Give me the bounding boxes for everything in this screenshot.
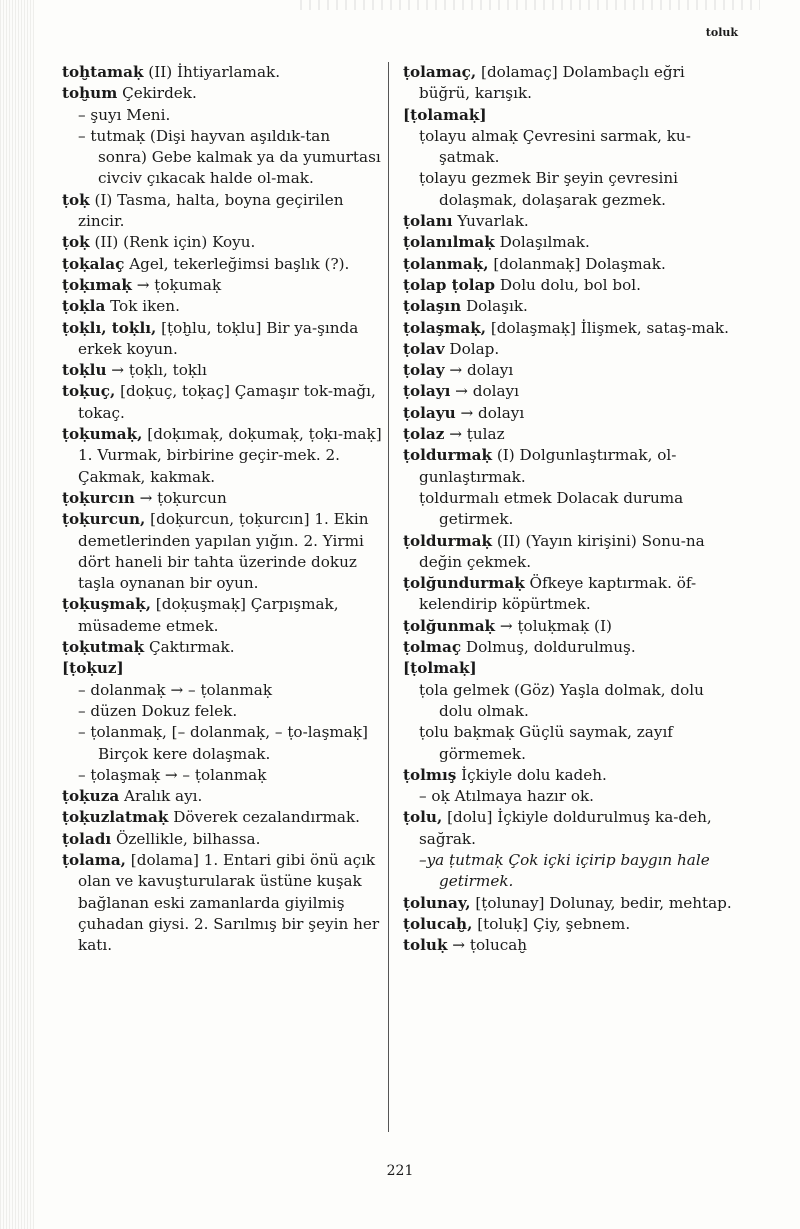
definition: – tutmaḳ (Dişi hayvan aşıldık-tan sonra) Gebe kalmak ya da yumurtası civciv çıkacak halde ol-mak. bbox=[78, 126, 381, 188]
definition: ṭolu baḳmaḳ Güçlü saymak, zayıf görmemek. bbox=[419, 723, 673, 763]
dictionary-entry bbox=[62, 126, 382, 190]
headword: ṭolaz bbox=[403, 425, 445, 444]
dictionary-entry bbox=[403, 62, 737, 105]
definition: (II) İhtiyarlamak. bbox=[143, 63, 281, 81]
left-column bbox=[62, 62, 382, 956]
dictionary-entry bbox=[62, 296, 382, 317]
dictionary-entry bbox=[403, 381, 737, 402]
dictionary-entry bbox=[62, 360, 382, 381]
dictionary-entry bbox=[403, 232, 737, 253]
dictionary-entry bbox=[403, 488, 737, 531]
definition: [dolaşmaḳ] İlişmek, sataş-mak. bbox=[486, 318, 729, 337]
dictionary-entry bbox=[403, 680, 737, 723]
dictionary-entry bbox=[403, 935, 737, 956]
definition: – düzen Dokuz felek. bbox=[78, 701, 238, 720]
definition: Çekirdek. bbox=[117, 84, 197, 103]
dictionary-entry bbox=[62, 765, 382, 786]
definition: Agel, tekerleğimsi başlık (?). bbox=[124, 254, 350, 273]
definition: – ṭolaşmaḳ → – ṭolanmaḳ bbox=[78, 765, 267, 784]
dictionary-entry bbox=[403, 722, 737, 765]
dictionary-entry bbox=[62, 190, 382, 233]
headword: ṭolanmaḳ, bbox=[403, 254, 489, 273]
dictionary-entry bbox=[62, 680, 382, 701]
definition: (II) (Renk için) Koyu. bbox=[89, 233, 256, 252]
headword: ṭolğunmaḳ bbox=[403, 616, 496, 635]
dictionary-entry bbox=[403, 126, 737, 169]
definition: → ṭoḳlı, toḳlı bbox=[106, 361, 207, 380]
definition: Dolmuş, doldurulmuş. bbox=[461, 638, 636, 657]
definition: → ṭoḳurcun bbox=[134, 488, 227, 507]
dictionary-entry bbox=[403, 445, 737, 488]
definition: [ṭolunay] Dolunay, bedir, mehtap. bbox=[470, 893, 732, 912]
headword: ṭolay bbox=[403, 361, 445, 380]
dictionary-entry bbox=[403, 637, 737, 658]
headword: ṭoḳumaḳ, bbox=[62, 425, 143, 444]
dictionary-entry bbox=[403, 275, 737, 296]
definition: (I) Tasma, halta, boyna geçirilen zincir. bbox=[78, 190, 344, 231]
dictionary-entry bbox=[62, 509, 382, 594]
dictionary-entry bbox=[62, 637, 382, 658]
definition: Tok iken. bbox=[105, 297, 180, 316]
definition: → ṭolucaḫ bbox=[447, 936, 528, 955]
dictionary-entry bbox=[403, 807, 737, 850]
dictionary-entry bbox=[403, 360, 737, 381]
definition: Öfkeye kaptırmak. öf-kelendirip köpürtmek. bbox=[419, 574, 697, 614]
headword: ṭoḳlı, toḳlı, bbox=[62, 318, 157, 337]
headword: ṭolunay, bbox=[403, 893, 471, 912]
headword: ṭoḳalaç bbox=[62, 254, 125, 273]
dictionary-entry bbox=[403, 616, 737, 637]
definition: [doḳuşmaḳ] Çarpışmak, müsademe etmek. bbox=[78, 595, 339, 635]
dictionary-entry bbox=[62, 594, 382, 637]
headword: ṭolucaḫ, bbox=[403, 914, 473, 933]
dictionary-entry bbox=[62, 62, 382, 83]
dictionary-entry bbox=[403, 105, 737, 126]
headword: ṭolama, bbox=[62, 850, 126, 869]
headword: [ṭolamaḳ] bbox=[403, 105, 487, 124]
headword: ṭoḳutmaḳ bbox=[62, 638, 145, 657]
dictionary-entry bbox=[62, 83, 382, 104]
definition: –ya ṭutmaḳ Çok içki içirip baygın hale getirmek. bbox=[419, 850, 710, 891]
definition: [ṭoḫlu, toḳlu] Bir ya-şında erkek koyun. bbox=[78, 318, 359, 358]
definition: (II) (Yayın kirişini) Sonu-na değin çekmek. bbox=[419, 531, 705, 571]
scan-edge bbox=[0, 0, 34, 1229]
definition: [toluḳ] Çiy, şebnem. bbox=[472, 914, 631, 933]
dictionary-entry bbox=[62, 807, 382, 828]
dictionary-entry bbox=[62, 658, 382, 679]
headword: ṭoḳurcın bbox=[62, 488, 135, 507]
definition: Dolu dolu, bol bol. bbox=[495, 275, 641, 294]
headword: ṭoladı bbox=[62, 829, 112, 848]
definition: İçkiyle dolu kadeh. bbox=[456, 765, 607, 784]
dictionary-entry bbox=[403, 211, 737, 232]
definition: ṭolayu almaḳ Çevresini sarmak, ku-şatmak. bbox=[419, 126, 691, 167]
definition: [dolu] İçkiyle doldurulmuş ka-deh, sağrak. bbox=[419, 808, 712, 848]
headword: ṭolap ṭolap bbox=[403, 275, 496, 294]
definition: [dolanmaḳ] Dolaşmak. bbox=[488, 254, 666, 273]
dictionary-entry bbox=[62, 105, 382, 126]
headword: ṭolanılmaḳ bbox=[403, 233, 495, 252]
dictionary-entry bbox=[62, 424, 382, 488]
headword: ṭoḳurcun, bbox=[62, 510, 146, 529]
dictionary-entry bbox=[62, 786, 382, 807]
dictionary-entry bbox=[403, 914, 737, 935]
headword: ṭoldurmaḳ bbox=[403, 446, 493, 465]
headword: ṭolamaç, bbox=[403, 63, 477, 81]
definition: Aralık ayı. bbox=[119, 787, 203, 806]
definition: Dolap. bbox=[444, 339, 500, 358]
headword: toḳuç, bbox=[62, 382, 116, 401]
headword: ṭoḳımaḳ bbox=[62, 275, 132, 294]
dictionary-entry bbox=[62, 381, 382, 424]
scan-noise bbox=[300, 0, 760, 10]
headword: [ṭoḳuz] bbox=[62, 659, 124, 678]
headword: ṭolayu bbox=[403, 403, 456, 422]
headword: ṭoḳ bbox=[62, 233, 90, 252]
definition: Özellikle, bilhassa. bbox=[111, 829, 261, 848]
dictionary-entry bbox=[62, 254, 382, 275]
dictionary-entry bbox=[62, 488, 382, 509]
definition: Çaktırmak. bbox=[144, 638, 235, 657]
definition: Dolaşılmak. bbox=[494, 233, 590, 252]
definition: → ṭoluḳmaḳ (I) bbox=[495, 616, 612, 635]
dictionary-entry bbox=[403, 168, 737, 211]
dictionary-entry bbox=[403, 893, 737, 914]
definition: – dolanmaḳ → – ṭolanmaḳ bbox=[78, 680, 273, 699]
headword: ṭoḳuza bbox=[62, 787, 120, 806]
dictionary-entry bbox=[403, 296, 737, 317]
headword: ṭolaşmaḳ, bbox=[403, 318, 487, 337]
dictionary-entry bbox=[403, 254, 737, 275]
dictionary-entry bbox=[62, 232, 382, 253]
dictionary-entry bbox=[62, 275, 382, 296]
headword: ṭoḳla bbox=[62, 297, 106, 316]
definition: Döverek cezalandırmak. bbox=[168, 808, 360, 827]
dictionary-entry bbox=[62, 701, 382, 722]
dictionary-entry bbox=[403, 765, 737, 786]
dictionary-entry bbox=[62, 722, 382, 765]
dictionary-entry bbox=[62, 829, 382, 850]
column-divider bbox=[388, 62, 389, 1132]
headword: toḳlu bbox=[62, 361, 107, 380]
dictionary-entry bbox=[403, 658, 737, 679]
headword: ṭoḳuzlatmaḳ bbox=[62, 808, 169, 827]
dictionary-entry bbox=[403, 318, 737, 339]
definition: ṭolayu gezmek Bir şeyin çevresini dolaşmak, dolaşarak gezmek. bbox=[419, 169, 679, 209]
headword: ṭolmaç bbox=[403, 638, 462, 657]
definition: (I) Dolgunlaştırmak, ol-gunlaştırmak. bbox=[419, 446, 677, 486]
definition: Yuvarlak. bbox=[452, 212, 529, 231]
right-column bbox=[403, 62, 737, 956]
definition: [doḳuç, toḳaç] Çamaşır tok-mağı, tokaç. bbox=[78, 382, 376, 422]
headword: toḫtamaḳ bbox=[62, 63, 144, 81]
dictionary-entry bbox=[403, 339, 737, 360]
headword: ṭolanı bbox=[403, 212, 453, 231]
definition: – şuyı Meni. bbox=[78, 105, 171, 124]
definition: → dolayı bbox=[444, 361, 514, 380]
dictionary-entry bbox=[403, 786, 737, 807]
headword: ṭolu, bbox=[403, 808, 443, 827]
definition: – oḳ Atılmaya hazır ok. bbox=[419, 787, 594, 806]
definition: [dolama] 1. Entari gibi önü açık olan ve kavuşturularak üstüne kuşak bağlanan eski zamanlarda giyilmiş çuhadan giysi. 2. Sarılmış bir şeyin her katı. bbox=[78, 850, 380, 955]
headword: ṭolmış bbox=[403, 765, 457, 784]
dictionary-entry bbox=[62, 850, 382, 956]
definition: → ṭulaz bbox=[444, 425, 505, 444]
running-head: toluk bbox=[705, 26, 738, 39]
headword: ṭolaşın bbox=[403, 297, 462, 316]
definition: [doḳurcun, ṭoḳurcın] 1. Ekin demetlerinden yapılan yığın. 2. Yirmi dört haneli bir tahta üzerinde dokuz taşla oynanan bir oyun. bbox=[78, 510, 369, 593]
definition: → ṭoḳumaḳ bbox=[131, 275, 222, 294]
definition: – ṭolanmaḳ, [– dolanmaḳ, – ṭo-laşmaḳ] Birçok kere dolaşmak. bbox=[78, 723, 368, 763]
headword: ṭolav bbox=[403, 339, 445, 358]
headword: ṭoḳuşmaḳ, bbox=[62, 595, 151, 614]
definition: Dolaşık. bbox=[461, 297, 528, 316]
headword: [ṭolmaḳ] bbox=[403, 659, 477, 678]
headword: ṭoḳ bbox=[62, 190, 90, 209]
headword: toluḳ bbox=[403, 936, 448, 955]
dictionary-entry bbox=[403, 850, 737, 893]
headword: toḫum bbox=[62, 84, 118, 103]
definition: → dolayı bbox=[455, 403, 525, 422]
definition: ṭoldurmalı etmek Dolacak duruma getirmek. bbox=[419, 488, 684, 529]
dictionary-entry bbox=[403, 424, 737, 445]
headword: ṭolğundurmaḳ bbox=[403, 574, 525, 593]
dictionary-entry bbox=[62, 318, 382, 361]
headword: ṭoldurmaḳ bbox=[403, 531, 493, 550]
definition: → dolayı bbox=[450, 382, 519, 401]
dictionary-entry bbox=[403, 531, 737, 574]
definition: [dolamaç] Dolambaçlı eğri büğrü, karışık. bbox=[419, 63, 685, 103]
definition: ṭola gelmek (Göz) Yaşla dolmak, dolu dolu olmak. bbox=[419, 680, 704, 720]
definition: [doḳımaḳ, doḳumaḳ, ṭoḳı-maḳ] 1. Vurmak, birbirine geçir-mek. 2. Çakmak, kakmak. bbox=[78, 425, 382, 486]
page-number: 221 bbox=[386, 1163, 414, 1179]
dictionary-entry bbox=[403, 403, 737, 424]
dictionary-entry bbox=[403, 573, 737, 616]
headword: ṭolayı bbox=[403, 382, 451, 401]
